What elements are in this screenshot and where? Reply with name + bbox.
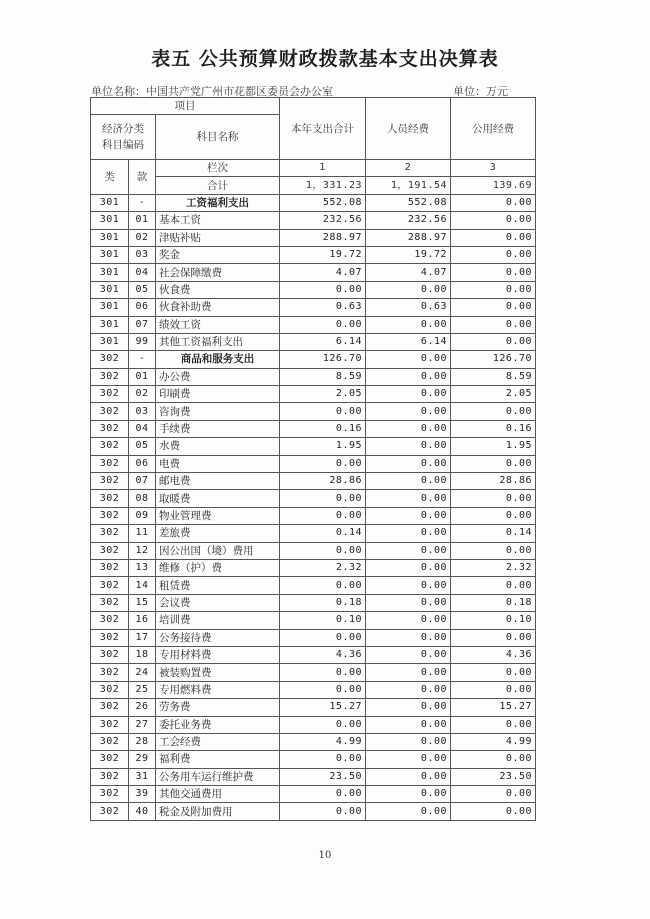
class-code-cell: 301 bbox=[91, 281, 129, 298]
total-cell: 2.05 bbox=[280, 386, 366, 403]
public-cell: 0.14 bbox=[451, 525, 536, 542]
section-code-cell: 27 bbox=[129, 716, 156, 733]
public-cell: 0.00 bbox=[451, 333, 536, 350]
subject-name-cell: 手续费 bbox=[156, 420, 280, 437]
table-row bbox=[91, 246, 536, 263]
public-cell: 0.00 bbox=[451, 264, 536, 281]
section-code-cell: 18 bbox=[129, 646, 156, 663]
section-code-cell: 15 bbox=[129, 594, 156, 611]
subject-name-cell: 物业管理费 bbox=[156, 507, 280, 524]
personnel-cell: 0.00 bbox=[366, 542, 451, 559]
class-code-cell: 302 bbox=[91, 525, 129, 542]
table-row bbox=[91, 559, 536, 576]
public-cell: 23.50 bbox=[451, 768, 536, 785]
class-code-cell: 302 bbox=[91, 542, 129, 559]
table-row bbox=[91, 229, 536, 246]
header-row-index bbox=[91, 160, 536, 177]
class-code-cell: 302 bbox=[91, 733, 129, 750]
subject-name-cell: 印刷费 bbox=[156, 386, 280, 403]
sum-personnel: 1，191.54 bbox=[366, 177, 451, 194]
table-row bbox=[91, 768, 536, 785]
personnel-cell: 0.00 bbox=[366, 559, 451, 576]
section-code-cell: 99 bbox=[129, 333, 156, 350]
public-cell: 0.00 bbox=[451, 716, 536, 733]
public-cell: 0.00 bbox=[451, 664, 536, 681]
table-row bbox=[91, 681, 536, 698]
subject-name-cell: 委托业务费 bbox=[156, 716, 280, 733]
class-code-cell: 302 bbox=[91, 594, 129, 611]
class-header: 类 bbox=[91, 160, 129, 195]
subject-name-cell: 培训费 bbox=[156, 612, 280, 629]
public-cell: 0.00 bbox=[451, 455, 536, 472]
public-cell: 2.32 bbox=[451, 559, 536, 576]
total-cell: 0.00 bbox=[280, 490, 366, 507]
page-number: 10 bbox=[318, 850, 332, 861]
total-cell: 0.00 bbox=[280, 316, 366, 333]
table-row bbox=[91, 333, 536, 350]
table-row bbox=[91, 612, 536, 629]
public-cell: 126.70 bbox=[451, 351, 536, 368]
total-cell: 0.00 bbox=[280, 455, 366, 472]
personnel-cell: 0.00 bbox=[366, 403, 451, 420]
section-code-cell: 02 bbox=[129, 386, 156, 403]
subject-name-cell: 绩效工资 bbox=[156, 316, 280, 333]
subject-name-cell: 公务接待费 bbox=[156, 629, 280, 646]
table-row bbox=[91, 403, 536, 420]
public-cell: 4.36 bbox=[451, 646, 536, 663]
personnel-cell: 552.08 bbox=[366, 194, 451, 211]
section-code-cell: 25 bbox=[129, 681, 156, 698]
subject-name-cell: 劳务费 bbox=[156, 699, 280, 716]
section-code-cell: 04 bbox=[129, 264, 156, 281]
total-column-header: 本年支出合计 bbox=[280, 98, 366, 160]
class-code-cell: 302 bbox=[91, 681, 129, 698]
section-code-cell: 14 bbox=[129, 577, 156, 594]
budget-table-body bbox=[91, 98, 536, 821]
subject-name-header: 科目名称 bbox=[156, 115, 280, 160]
section-code-cell: 07 bbox=[129, 316, 156, 333]
class-code-cell: 302 bbox=[91, 716, 129, 733]
public-cell: 0.00 bbox=[451, 577, 536, 594]
section-code-cell: 24 bbox=[129, 664, 156, 681]
class-code-cell: 302 bbox=[91, 768, 129, 785]
section-code-cell: - bbox=[129, 194, 156, 211]
section-code-cell: 06 bbox=[129, 455, 156, 472]
section-code-cell: 31 bbox=[129, 768, 156, 785]
subject-name-cell: 取暖费 bbox=[156, 490, 280, 507]
subject-name-cell: 维修（护）费 bbox=[156, 559, 280, 576]
unit-of-measure-label: 单位：万元 bbox=[453, 85, 508, 98]
public-cell: 0.00 bbox=[451, 246, 536, 263]
table-row bbox=[91, 194, 536, 211]
personnel-cell: 0.00 bbox=[366, 420, 451, 437]
section-code-cell: 29 bbox=[129, 751, 156, 768]
total-cell: 0.16 bbox=[280, 420, 366, 437]
sum-public: 139.69 bbox=[451, 177, 536, 194]
section-code-cell: 03 bbox=[129, 246, 156, 263]
table-row bbox=[91, 507, 536, 524]
class-code-cell: 302 bbox=[91, 786, 129, 803]
table-row bbox=[91, 803, 536, 820]
class-code-cell: 302 bbox=[91, 664, 129, 681]
personnel-cell: 0.00 bbox=[366, 803, 451, 820]
class-code-cell: 301 bbox=[91, 212, 129, 229]
personnel-cell: 0.00 bbox=[366, 716, 451, 733]
public-cell: 0.00 bbox=[451, 751, 536, 768]
table-row bbox=[91, 646, 536, 663]
personnel-cell: 0.00 bbox=[366, 664, 451, 681]
class-code-cell: 302 bbox=[91, 629, 129, 646]
public-cell: 0.16 bbox=[451, 420, 536, 437]
total-cell: 0.00 bbox=[280, 716, 366, 733]
class-code-cell: 302 bbox=[91, 403, 129, 420]
total-cell: 15.27 bbox=[280, 699, 366, 716]
subject-name-cell: 水费 bbox=[156, 438, 280, 455]
class-code-cell: 302 bbox=[91, 803, 129, 820]
personnel-cell: 0.00 bbox=[366, 473, 451, 490]
subject-name-cell: 咨询费 bbox=[156, 403, 280, 420]
class-code-cell: 302 bbox=[91, 438, 129, 455]
subject-name-cell: 被装购置费 bbox=[156, 664, 280, 681]
section-code-cell: 05 bbox=[129, 438, 156, 455]
total-cell: 0.14 bbox=[280, 525, 366, 542]
total-cell: 0.10 bbox=[280, 612, 366, 629]
personnel-cell: 0.00 bbox=[366, 525, 451, 542]
subject-name-cell: 租赁费 bbox=[156, 577, 280, 594]
class-code-cell: 301 bbox=[91, 246, 129, 263]
econ-code-header-line2: 科目编码 bbox=[102, 139, 144, 151]
table-row bbox=[91, 751, 536, 768]
personnel-cell: 0.00 bbox=[366, 681, 451, 698]
total-cell: 2.32 bbox=[280, 559, 366, 576]
personnel-cell: 0.00 bbox=[366, 577, 451, 594]
public-cell: 8.59 bbox=[451, 368, 536, 385]
class-code-cell: 301 bbox=[91, 229, 129, 246]
subject-name-cell: 会议费 bbox=[156, 594, 280, 611]
subject-name-cell: 基本工资 bbox=[156, 212, 280, 229]
unit-name-label: 单位名称：中国共产党广州市花都区委员会办公室 bbox=[91, 85, 333, 98]
section-code-cell: 11 bbox=[129, 525, 156, 542]
item-header: 项目 bbox=[91, 98, 280, 115]
total-cell: 552.08 bbox=[280, 194, 366, 211]
section-code-cell: 04 bbox=[129, 420, 156, 437]
class-code-cell: 301 bbox=[91, 316, 129, 333]
personnel-cell: 0.00 bbox=[366, 351, 451, 368]
class-code-cell: 302 bbox=[91, 386, 129, 403]
subject-name-cell: 税金及附加费用 bbox=[156, 803, 280, 820]
subject-name-cell: 其他交通费用 bbox=[156, 786, 280, 803]
table-row bbox=[91, 212, 536, 229]
personnel-cell: 0.00 bbox=[366, 368, 451, 385]
header-row-item bbox=[91, 98, 536, 115]
total-cell: 232.56 bbox=[280, 212, 366, 229]
personnel-cell: 0.00 bbox=[366, 751, 451, 768]
econ-code-header bbox=[91, 115, 156, 160]
total-cell: 126.70 bbox=[280, 351, 366, 368]
section-code-cell: 07 bbox=[129, 473, 156, 490]
subject-name-cell: 伙食费 bbox=[156, 281, 280, 298]
total-cell: 28.86 bbox=[280, 473, 366, 490]
section-code-cell: 28 bbox=[129, 733, 156, 750]
class-code-cell: 302 bbox=[91, 507, 129, 524]
section-code-cell: 01 bbox=[129, 368, 156, 385]
table-row bbox=[91, 525, 536, 542]
table-row bbox=[91, 281, 536, 298]
total-cell: 6.14 bbox=[280, 333, 366, 350]
column-index-label: 栏次 bbox=[156, 160, 280, 177]
section-code-cell: 40 bbox=[129, 803, 156, 820]
column-index-1: 1 bbox=[280, 160, 366, 177]
public-cell: 0.00 bbox=[451, 299, 536, 316]
personnel-cell: 0.00 bbox=[366, 594, 451, 611]
subject-name-cell: 社会保障缴费 bbox=[156, 264, 280, 281]
class-code-cell: 302 bbox=[91, 699, 129, 716]
total-cell: 0.00 bbox=[280, 786, 366, 803]
total-cell: 4.07 bbox=[280, 264, 366, 281]
total-cell: 0.00 bbox=[280, 803, 366, 820]
total-cell: 288.97 bbox=[280, 229, 366, 246]
table-row bbox=[91, 438, 536, 455]
subject-name-cell: 因公出国（境）费用 bbox=[156, 542, 280, 559]
personnel-cell: 0.00 bbox=[366, 281, 451, 298]
section-code-cell: 08 bbox=[129, 490, 156, 507]
table-row bbox=[91, 490, 536, 507]
total-cell: 0.18 bbox=[280, 594, 366, 611]
total-cell: 0.00 bbox=[280, 542, 366, 559]
table-row bbox=[91, 420, 536, 437]
personnel-cell: 6.14 bbox=[366, 333, 451, 350]
table-row bbox=[91, 786, 536, 803]
subject-name-cell: 专用燃料费 bbox=[156, 681, 280, 698]
class-code-cell: 302 bbox=[91, 473, 129, 490]
personnel-cell: 0.00 bbox=[366, 646, 451, 663]
section-code-cell: 01 bbox=[129, 212, 156, 229]
table-row bbox=[91, 542, 536, 559]
personnel-cell: 0.00 bbox=[366, 490, 451, 507]
class-code-cell: 302 bbox=[91, 420, 129, 437]
table-row bbox=[91, 351, 536, 368]
total-cell: 0.00 bbox=[280, 507, 366, 524]
total-cell: 8.59 bbox=[280, 368, 366, 385]
table-row bbox=[91, 299, 536, 316]
personnel-cell: 0.00 bbox=[366, 733, 451, 750]
class-code-cell: 302 bbox=[91, 646, 129, 663]
class-code-cell: 301 bbox=[91, 333, 129, 350]
personnel-cell: 0.00 bbox=[366, 316, 451, 333]
subject-name-cell: 差旅费 bbox=[156, 525, 280, 542]
public-cell: 15.27 bbox=[451, 699, 536, 716]
table-row bbox=[91, 577, 536, 594]
table-row bbox=[91, 264, 536, 281]
public-cell: 4.99 bbox=[451, 733, 536, 750]
personnel-cell: 0.00 bbox=[366, 768, 451, 785]
personnel-cell: 232.56 bbox=[366, 212, 451, 229]
public-cell: 0.00 bbox=[451, 803, 536, 820]
table-row bbox=[91, 594, 536, 611]
public-cell: 0.00 bbox=[451, 542, 536, 559]
sum-label: 合计 bbox=[156, 177, 280, 194]
personnel-cell: 4.07 bbox=[366, 264, 451, 281]
sum-total: 1，331.23 bbox=[280, 177, 366, 194]
class-code-cell: 301 bbox=[91, 264, 129, 281]
sum-row bbox=[91, 177, 536, 194]
total-cell: 0.63 bbox=[280, 299, 366, 316]
public-cell: 0.10 bbox=[451, 612, 536, 629]
section-code-cell: 13 bbox=[129, 559, 156, 576]
section-header: 款 bbox=[129, 160, 156, 195]
public-cell: 0.00 bbox=[451, 212, 536, 229]
public-cell: 0.00 bbox=[451, 316, 536, 333]
total-cell: 0.00 bbox=[280, 629, 366, 646]
table-row bbox=[91, 629, 536, 646]
table-row bbox=[91, 368, 536, 385]
public-cell: 0.18 bbox=[451, 594, 536, 611]
section-code-cell: 16 bbox=[129, 612, 156, 629]
section-code-cell: 03 bbox=[129, 403, 156, 420]
public-cell: 0.00 bbox=[451, 629, 536, 646]
public-cell: 1.95 bbox=[451, 438, 536, 455]
class-code-cell: 302 bbox=[91, 351, 129, 368]
section-code-cell: 12 bbox=[129, 542, 156, 559]
public-cell: 0.00 bbox=[451, 229, 536, 246]
subject-name-cell: 工会经费 bbox=[156, 733, 280, 750]
class-code-cell: 301 bbox=[91, 194, 129, 211]
table-row bbox=[91, 664, 536, 681]
column-index-2: 2 bbox=[366, 160, 451, 177]
subject-name-cell: 商品和服务支出 bbox=[156, 351, 280, 368]
total-cell: 0.00 bbox=[280, 751, 366, 768]
subject-name-cell: 专用材料费 bbox=[156, 646, 280, 663]
subject-name-cell: 工资福利支出 bbox=[156, 194, 280, 211]
public-cell: 0.00 bbox=[451, 194, 536, 211]
public-cell: 0.00 bbox=[451, 507, 536, 524]
personnel-cell: 288.97 bbox=[366, 229, 451, 246]
personnel-cell: 0.00 bbox=[366, 612, 451, 629]
public-cell: 0.00 bbox=[451, 403, 536, 420]
class-code-cell: 302 bbox=[91, 559, 129, 576]
class-code-cell: 302 bbox=[91, 368, 129, 385]
subject-name-cell: 津贴补贴 bbox=[156, 229, 280, 246]
subject-name-cell: 办公费 bbox=[156, 368, 280, 385]
personnel-cell: 0.00 bbox=[366, 699, 451, 716]
personnel-cell: 0.00 bbox=[366, 786, 451, 803]
total-cell: 0.00 bbox=[280, 403, 366, 420]
table-row bbox=[91, 386, 536, 403]
section-code-cell: 06 bbox=[129, 299, 156, 316]
table-row bbox=[91, 316, 536, 333]
subject-name-cell: 奖金 bbox=[156, 246, 280, 263]
subject-name-cell: 电费 bbox=[156, 455, 280, 472]
class-code-cell: 302 bbox=[91, 455, 129, 472]
table-row bbox=[91, 473, 536, 490]
section-code-cell: 05 bbox=[129, 281, 156, 298]
personnel-column-header: 人员经费 bbox=[366, 98, 451, 160]
econ-code-header-line1: 经济分类 bbox=[102, 123, 144, 135]
total-cell: 1.95 bbox=[280, 438, 366, 455]
personnel-cell: 0.00 bbox=[366, 438, 451, 455]
table-row bbox=[91, 455, 536, 472]
total-cell: 0.00 bbox=[280, 664, 366, 681]
section-code-cell: 39 bbox=[129, 786, 156, 803]
subject-name-cell: 福利费 bbox=[156, 751, 280, 768]
total-cell: 0.00 bbox=[280, 577, 366, 594]
section-code-cell: 09 bbox=[129, 507, 156, 524]
personnel-cell: 19.72 bbox=[366, 246, 451, 263]
subject-name-cell: 伙食补助费 bbox=[156, 299, 280, 316]
personnel-cell: 0.00 bbox=[366, 455, 451, 472]
personnel-cell: 0.00 bbox=[366, 629, 451, 646]
table-row bbox=[91, 733, 536, 750]
subject-name-cell: 邮电费 bbox=[156, 473, 280, 490]
total-cell: 19.72 bbox=[280, 246, 366, 263]
public-cell: 0.00 bbox=[451, 281, 536, 298]
public-cell: 0.00 bbox=[451, 786, 536, 803]
total-cell: 0.00 bbox=[280, 281, 366, 298]
personnel-cell: 0.00 bbox=[366, 507, 451, 524]
public-cell: 0.00 bbox=[451, 681, 536, 698]
public-cell: 2.05 bbox=[451, 386, 536, 403]
section-code-cell: 26 bbox=[129, 699, 156, 716]
class-code-cell: 302 bbox=[91, 577, 129, 594]
table-row bbox=[91, 716, 536, 733]
total-cell: 4.36 bbox=[280, 646, 366, 663]
public-column-header: 公用经费 bbox=[451, 98, 536, 160]
public-cell: 0.00 bbox=[451, 490, 536, 507]
total-cell: 23.50 bbox=[280, 768, 366, 785]
class-code-cell: 301 bbox=[91, 299, 129, 316]
personnel-cell: 0.63 bbox=[366, 299, 451, 316]
section-code-cell: - bbox=[129, 351, 156, 368]
public-cell: 28.86 bbox=[451, 473, 536, 490]
subject-name-cell: 公务用车运行维护费 bbox=[156, 768, 280, 785]
total-cell: 4.99 bbox=[280, 733, 366, 750]
personnel-cell: 0.00 bbox=[366, 386, 451, 403]
table-row bbox=[91, 699, 536, 716]
section-code-cell: 17 bbox=[129, 629, 156, 646]
page-title: 表五 公共预算财政拨款基本支出决算表 bbox=[151, 48, 499, 70]
class-code-cell: 302 bbox=[91, 751, 129, 768]
class-code-cell: 302 bbox=[91, 612, 129, 629]
class-code-cell: 302 bbox=[91, 490, 129, 507]
budget-table bbox=[90, 97, 536, 821]
column-index-3: 3 bbox=[451, 160, 536, 177]
total-cell: 0.00 bbox=[280, 681, 366, 698]
section-code-cell: 02 bbox=[129, 229, 156, 246]
subject-name-cell: 其他工资福利支出 bbox=[156, 333, 280, 350]
